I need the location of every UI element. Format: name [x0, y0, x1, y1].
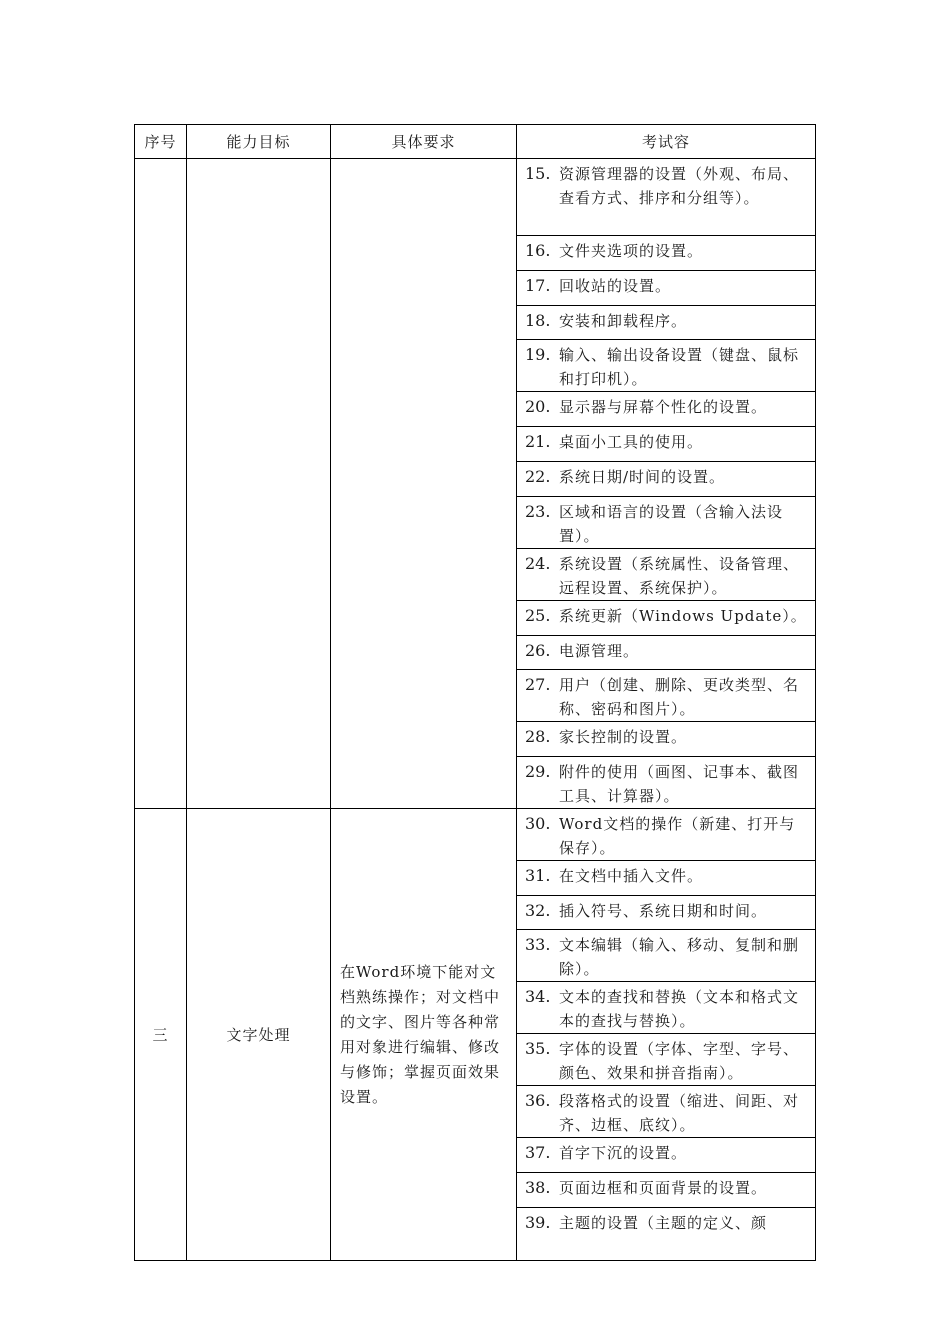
requirement-cell: 在Word环境下能对文档熟练操作；对文档中的文字、图片等各种常用对象进行编辑、修改与修饰；掌握页面效果设置。	[331, 809, 517, 1261]
content-cell	[517, 271, 816, 306]
item-text: 主题的设置（主题的定义、颜	[559, 1214, 768, 1232]
list-item	[517, 427, 815, 454]
item-text: 输入、输出设备设置（键盘、鼠标和打印机）。	[559, 346, 800, 388]
item-text: 在文档中插入文件。	[559, 867, 704, 885]
item-text: 系统更新（Windows Update）。	[559, 607, 807, 625]
list-item	[517, 1173, 815, 1200]
item-number: 30.	[525, 814, 551, 833]
item-number: 32.	[525, 901, 551, 920]
item-text: 段落格式的设置（缩进、间距、对齐、边框、底纹）。	[559, 1092, 800, 1134]
item-text: 系统设置（系统属性、设备管理、远程设置、系统保护）。	[559, 555, 800, 597]
item-number: 37.	[525, 1143, 551, 1162]
header-goal: 能力目标	[187, 125, 331, 159]
item-text: 家长控制的设置。	[559, 728, 688, 746]
item-number: 24.	[525, 554, 551, 573]
header-content: 考试容	[517, 125, 816, 159]
item-text: 区域和语言的设置（含输入法设置）。	[559, 503, 784, 545]
item-text: 资源管理器的设置（外观、布局、查看方式、排序和分组等）。	[559, 165, 800, 207]
list-item	[517, 497, 815, 548]
item-text: 显示器与屏幕个性化的设置。	[559, 398, 768, 416]
content-cell	[517, 1138, 816, 1173]
syllabus-table	[134, 124, 816, 1261]
list-item	[517, 392, 815, 419]
item-number: 15.	[525, 164, 551, 183]
item-text: 系统日期/时间的设置。	[559, 468, 726, 486]
list-item	[517, 722, 815, 749]
item-number: 36.	[525, 1091, 551, 1110]
item-text: 桌面小工具的使用。	[559, 433, 704, 451]
list-item	[517, 306, 815, 333]
item-number: 16.	[525, 241, 551, 260]
list-item	[517, 271, 815, 298]
header-requirement: 具体要求	[331, 125, 517, 159]
item-text: 用户（创建、删除、更改类型、名称、密码和图片）。	[559, 676, 800, 718]
item-text: 文本的查找和替换（文本和格式文本的查找与替换）。	[559, 988, 800, 1030]
item-text: Word文档的操作（新建、打开与保存）。	[559, 815, 796, 857]
content-cell	[517, 427, 816, 462]
list-item	[517, 159, 815, 210]
content-cell	[517, 306, 816, 340]
item-number: 27.	[525, 675, 551, 694]
item-text: 首字下沉的设置。	[559, 1144, 688, 1162]
list-item	[517, 601, 815, 628]
list-item	[517, 1086, 815, 1137]
list-item	[517, 896, 815, 923]
content-cell	[517, 982, 816, 1034]
header-row	[135, 125, 816, 159]
content-cell	[517, 392, 816, 427]
item-number: 20.	[525, 397, 551, 416]
list-item	[517, 1138, 815, 1165]
content-cell	[517, 722, 816, 757]
content-cell	[517, 462, 816, 497]
list-item	[517, 236, 815, 263]
item-number: 39.	[525, 1213, 551, 1232]
content-cell	[517, 896, 816, 930]
list-item	[517, 930, 815, 981]
content-cell	[517, 159, 816, 236]
content-cell	[517, 861, 816, 896]
table-row	[135, 159, 816, 236]
item-number: 19.	[525, 345, 551, 364]
content-cell	[517, 1173, 816, 1208]
list-item	[517, 757, 815, 808]
list-item	[517, 1034, 815, 1085]
content-cell	[517, 340, 816, 392]
content-cell	[517, 1086, 816, 1138]
content-cell	[517, 601, 816, 636]
content-cell	[517, 809, 816, 861]
list-item	[517, 861, 815, 888]
item-number: 35.	[525, 1039, 551, 1058]
list-item	[517, 1208, 815, 1235]
seq-cell	[135, 159, 187, 809]
item-text: 字体的设置（字体、字型、字号、颜色、效果和拼音指南）。	[559, 1040, 800, 1082]
item-number: 18.	[525, 311, 551, 330]
item-number: 25.	[525, 606, 551, 625]
item-number: 31.	[525, 866, 551, 885]
item-text: 文件夹选项的设置。	[559, 242, 704, 260]
content-cell	[517, 670, 816, 722]
content-cell	[517, 636, 816, 670]
list-item	[517, 809, 815, 860]
content-cell	[517, 549, 816, 601]
list-item	[517, 670, 815, 721]
goal-cell	[187, 159, 331, 809]
item-number: 29.	[525, 762, 551, 781]
item-number: 38.	[525, 1178, 551, 1197]
content-cell	[517, 1208, 816, 1261]
content-cell	[517, 930, 816, 982]
content-cell	[517, 236, 816, 271]
item-text: 页面边框和页面背景的设置。	[559, 1179, 768, 1197]
list-item	[517, 462, 815, 489]
goal-cell: 文字处理	[187, 809, 331, 1261]
header-seq: 序号	[135, 125, 187, 159]
requirement-cell	[331, 159, 517, 809]
item-text: 附件的使用（画图、记事本、截图工具、计算器）。	[559, 763, 800, 805]
content-cell	[517, 757, 816, 809]
item-number: 17.	[525, 276, 551, 295]
table-row	[135, 809, 816, 861]
list-item	[517, 340, 815, 391]
item-number: 33.	[525, 935, 551, 954]
item-number: 26.	[525, 641, 551, 660]
item-number: 28.	[525, 727, 551, 746]
item-text: 插入符号、系统日期和时间。	[559, 902, 768, 920]
content-cell	[517, 497, 816, 549]
item-text: 安装和卸载程序。	[559, 312, 688, 330]
item-text: 回收站的设置。	[559, 277, 672, 295]
item-number: 21.	[525, 432, 551, 451]
list-item	[517, 982, 815, 1033]
item-text: 电源管理。	[559, 642, 640, 660]
item-number: 34.	[525, 987, 551, 1006]
list-item	[517, 549, 815, 600]
item-number: 23.	[525, 502, 551, 521]
item-number: 22.	[525, 467, 551, 486]
content-cell	[517, 1034, 816, 1086]
list-item	[517, 636, 815, 663]
item-text: 文本编辑（输入、移动、复制和删除）。	[559, 936, 800, 978]
seq-cell: 三	[135, 809, 187, 1261]
